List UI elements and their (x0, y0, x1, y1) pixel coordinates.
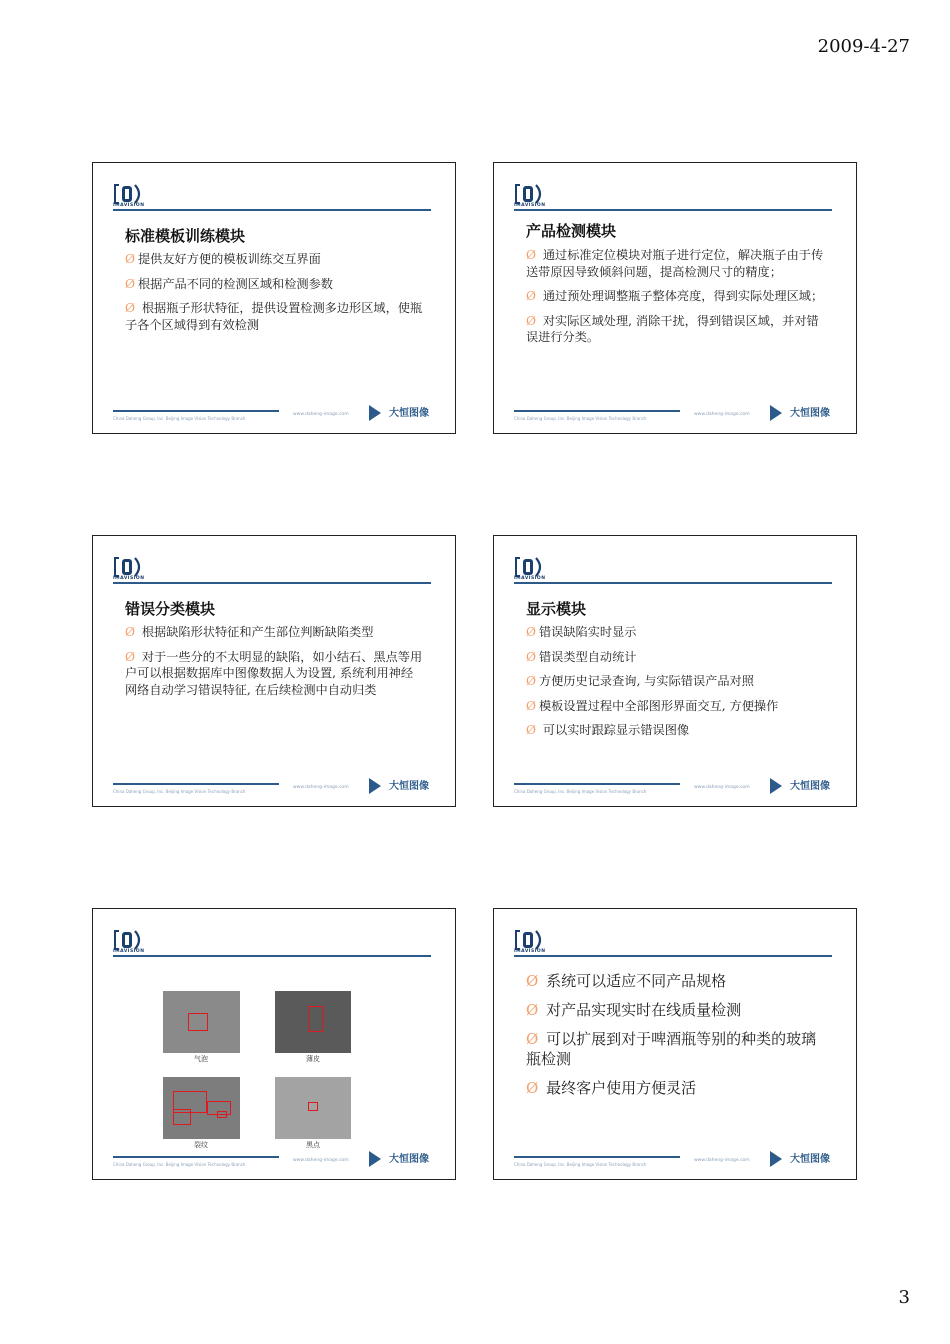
image-caption: 薄皮 (306, 1055, 320, 1063)
page-number: 3 (898, 1287, 910, 1308)
play-arrow-icon (770, 778, 782, 794)
logo-text: IMAVISION (514, 576, 546, 581)
defect-image-bubble (163, 991, 240, 1053)
bullet-icon: Ø (526, 649, 536, 664)
bullet-item: Ø 根据产品不同的检测区域和检测参数 (125, 276, 333, 291)
bullet-icon: Ø (526, 972, 539, 990)
defect-image-thin-wall (275, 991, 351, 1053)
play-arrow-icon (770, 1151, 782, 1167)
imavision-logo-icon (514, 556, 548, 578)
play-arrow-icon (369, 778, 381, 794)
bullet-icon: Ø (526, 313, 536, 328)
bullet-item: Ø 根据瓶子形状特征，提供设置检测多边形区域，使瓶子各个区域得到有效检测 (125, 301, 423, 332)
header-bar (113, 955, 431, 957)
slide-error-classification (92, 535, 456, 807)
footer-company: China Daheng Group, Inc. Beijing Image Vision Technology Branch (113, 789, 246, 794)
bullet-icon: Ø (526, 1001, 539, 1019)
imavision-logo-icon (514, 183, 548, 205)
imavision-logo-icon (113, 183, 147, 205)
bullet-icon: Ø (526, 1030, 539, 1048)
bullet-icon: Ø (526, 625, 536, 639)
bullet-list (526, 247, 824, 354)
imavision-logo-icon (514, 929, 548, 951)
defect-marker (308, 1102, 318, 1111)
play-arrow-icon (369, 1151, 381, 1167)
slide-title: 错误分类模块 (125, 600, 216, 618)
bullet-item: Ø 模板设置过程中全部图形界面交互, 方便操作 (526, 698, 779, 713)
logo-text: IMAVISION (113, 576, 145, 581)
footer-line (113, 1156, 279, 1158)
image-caption: 裂纹 (194, 1141, 208, 1149)
header-bar (514, 582, 832, 584)
imavision-logo-icon (113, 929, 147, 951)
slide-template-training (92, 162, 456, 434)
bullet-item: Ø 对实际区域处理, 消除干扰，得到错误区域，并对错误进行分类。 (526, 313, 819, 344)
slide-title: 标准模板训练模块 (125, 227, 246, 245)
header-bar (113, 209, 431, 211)
defect-image-black-spot (275, 1077, 351, 1139)
footer-brand: 大恒图像 (389, 408, 429, 419)
footer-url: www.daheng-image.com (694, 785, 750, 790)
bullet-icon: Ø (526, 1079, 539, 1097)
bullet-list (125, 251, 423, 341)
bullet-icon: Ø (526, 248, 536, 262)
bullet-item: Ø 可以实时跟踪显示错误图像 (526, 723, 690, 737)
slide-title: 产品检测模块 (526, 222, 617, 240)
footer-brand: 大恒图像 (790, 781, 830, 792)
bullet-list (526, 624, 824, 747)
bullet-icon: Ø (125, 301, 135, 315)
bullet-item: Ø 通过预处理调整瓶子整体亮度，得到实际处理区域； (526, 289, 824, 303)
bullet-item: Ø 通过标准定位模块对瓶子进行定位，解决瓶子由于传送带原因导致倾斜问题，提高检测尺寸的精度； (526, 248, 824, 279)
footer-brand: 大恒图像 (790, 408, 830, 419)
footer-line (514, 1156, 680, 1158)
footer-line (514, 410, 680, 412)
defect-marker (188, 1013, 208, 1031)
bullet-icon: Ø (125, 649, 135, 664)
image-caption: 气泡 (194, 1055, 208, 1063)
bullet-icon: Ø (125, 276, 135, 291)
footer-line (113, 783, 279, 785)
footer-company: China Daheng Group, Inc. Beijing Image Vision Technology Branch (113, 416, 246, 421)
bullet-item: Ø 系统可以适应不同产品规格 (526, 972, 727, 990)
bullet-item: Ø 可以扩展到对于啤酒瓶等别的种类的玻璃瓶检测 (526, 1030, 817, 1068)
bullet-icon: Ø (526, 698, 536, 713)
bullet-icon: Ø (526, 289, 536, 303)
bullet-icon: Ø (526, 723, 536, 737)
footer-company: China Daheng Group, Inc. Beijing Image Vision Technology Branch (514, 416, 647, 421)
footer-brand: 大恒图像 (389, 1154, 429, 1165)
bullet-list (526, 971, 824, 1107)
slide-display-module (493, 535, 857, 807)
defect-image-crack (163, 1077, 240, 1139)
bullet-item: Ø 根据缺陷形状特征和产生部位判断缺陷类型 (125, 625, 374, 639)
defect-marker (217, 1111, 227, 1118)
bullet-item: Ø 对于一些分的不太明显的缺陷，如小结石、黑点等用户可以根据数据库中图像数据人为设置, 系统利用神经网络自动学习错误特征, 在后续检测中自动归类 (125, 649, 423, 697)
play-arrow-icon (369, 405, 381, 421)
header-bar (113, 582, 431, 584)
logo-text: IMAVISION (514, 203, 546, 208)
logo-text: IMAVISION (113, 203, 145, 208)
footer-brand: 大恒图像 (389, 781, 429, 792)
bullet-item: Ø 提供友好方便的模板训练交互界面 (125, 252, 321, 266)
footer-line (514, 783, 680, 785)
bullet-item: Ø 对产品实现实时在线质量检测 (526, 1001, 742, 1019)
slide-system-features (493, 908, 857, 1180)
bullet-list (125, 624, 423, 706)
header-bar (514, 209, 832, 211)
footer-line (113, 410, 279, 412)
slide-title: 显示模块 (526, 600, 587, 618)
footer-company: China Daheng Group, Inc. Beijing Image Vision Technology Branch (514, 1162, 647, 1167)
slide-defect-samples (92, 908, 456, 1180)
footer-url: www.daheng-image.com (293, 412, 349, 417)
defect-marker (308, 1006, 323, 1032)
bullet-item: Ø 方便历史记录查询, 与实际错误产品对照 (526, 674, 754, 688)
header-bar (514, 955, 832, 957)
bullet-item: Ø 错误缺陷实时显示 (526, 625, 637, 639)
image-caption: 黑点 (306, 1141, 320, 1149)
logo-text: IMAVISION (113, 949, 145, 954)
footer-company: China Daheng Group, Inc. Beijing Image Vision Technology Branch (514, 789, 647, 794)
footer-brand: 大恒图像 (790, 1154, 830, 1165)
footer-url: www.daheng-image.com (293, 1158, 349, 1163)
footer-company: China Daheng Group, Inc. Beijing Image Vision Technology Branch (113, 1162, 246, 1167)
logo-text: IMAVISION (514, 949, 546, 954)
footer-url: www.daheng-image.com (694, 1158, 750, 1163)
play-arrow-icon (770, 405, 782, 421)
footer-url: www.daheng-image.com (293, 785, 349, 790)
bullet-icon: Ø (526, 674, 536, 688)
page-date: 2009-4-27 (817, 36, 910, 57)
slide-product-inspection (493, 162, 857, 434)
bullet-icon: Ø (125, 625, 135, 639)
bullet-item: Ø 错误类型自动统计 (526, 649, 637, 664)
imavision-logo-icon (113, 556, 147, 578)
bullet-icon: Ø (125, 252, 135, 266)
bullet-item: Ø 最终客户使用方便灵活 (526, 1079, 697, 1097)
defect-marker (173, 1109, 191, 1125)
footer-url: www.daheng-image.com (694, 412, 750, 417)
